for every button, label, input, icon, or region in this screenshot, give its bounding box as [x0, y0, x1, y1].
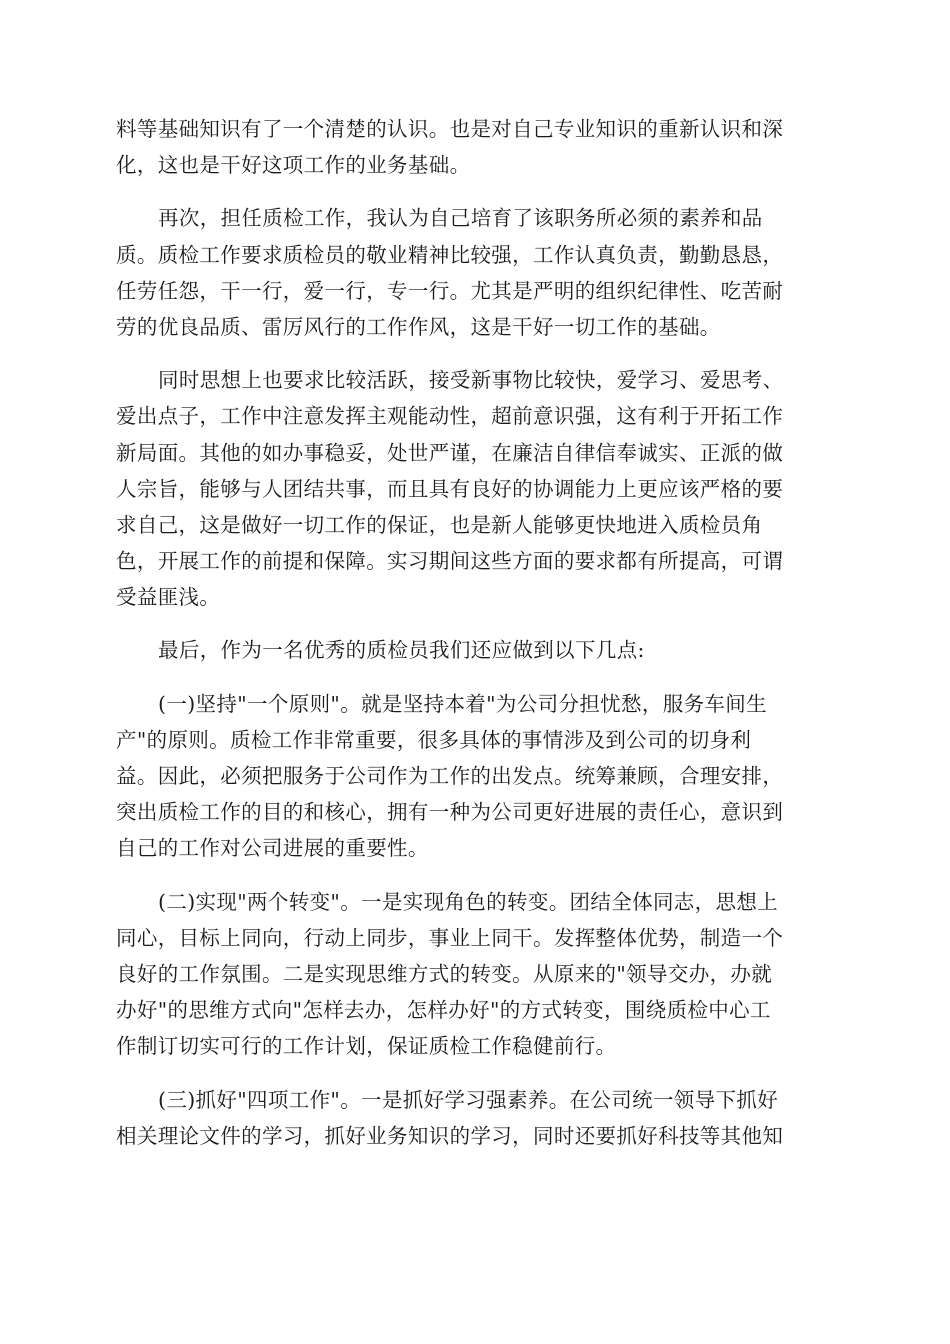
- text-line: 突出质检工作的目的和核心，拥有一种为公司更好进展的责任心，意识到: [116, 800, 784, 825]
- document-page: [116, 111, 830, 1171]
- text-line: 同时思想上也要求比较活跃，接受新事物比较快，爱学习、爱思考、: [158, 368, 784, 393]
- text-line: 质。质检工作要求质检员的敬业精神比较强，工作认真负责，勤勤恳恳，: [116, 242, 784, 267]
- text-line: 爱出点子，工作中注意发挥主观能动性，超前意识强，这有利于开拓工作: [116, 404, 784, 429]
- text-line: (一)坚持"一个原则"。就是坚持本着"为公司分担忧愁，服务车间生: [158, 691, 767, 716]
- text-line: 良好的工作氛围。二是实现思维方式的转变。从原来的"领导交办，办就: [116, 961, 773, 986]
- text-line: 人宗旨，能够与人团结共事，而且具有良好的协调能力上更应该严格的要: [116, 476, 784, 501]
- text-line: 产"的原则。质检工作非常重要，很多具体的事情涉及到公司的切身利: [116, 727, 752, 752]
- text-line: 作制订切实可行的工作计划，保证质检工作稳健前行。: [116, 1034, 617, 1059]
- paragraph-1: [116, 111, 830, 183]
- paragraph-5: [116, 686, 830, 867]
- text-line: 化，这也是干好这项工作的业务基础。: [116, 153, 471, 178]
- text-line: 益。因此，必须把服务于公司作为工作的出发点。统筹兼顾，合理安排，: [116, 764, 784, 788]
- text-line: 再次，担任质检工作，我认为自己培育了该职务所必须的素养和品: [158, 206, 763, 231]
- paragraph-2: [116, 200, 830, 345]
- text-line: 任劳任怨，干一行，爱一行，专一行。尤其是严明的组织纪律性、吃苦耐: [116, 278, 784, 303]
- paragraph-3: [116, 362, 830, 615]
- paragraph-7: [116, 1082, 830, 1154]
- text-line: 相关理论文件的学习，抓好业务知识的学习，同时还要抓好科技等其他知: [116, 1123, 784, 1148]
- text-line: 求自己，这是做好一切工作的保证，也是新人能够更快地进入质检员角: [116, 512, 763, 537]
- text-line: 料等基础知识有了一个清楚的认识。也是对自己专业知识的重新认识和深: [116, 117, 784, 141]
- text-line: 自己的工作对公司进展的重要性。: [116, 836, 429, 861]
- text-line: 同心，目标上同向，行动上同步，事业上同干。发挥整体优势，制造一个: [116, 925, 784, 950]
- paragraph-6: [116, 884, 830, 1065]
- paragraph-4: [116, 632, 830, 668]
- text-line: 新局面。其他的如办事稳妥，处世严谨，在廉洁自律信奉诚实、正派的做: [116, 440, 784, 465]
- text-line: 办好"的思维方式向"怎样去办，怎样办好"的方式转变，围绕质检中心工: [116, 998, 771, 1023]
- text-line: 劳的优良品质、雷厉风行的工作作风，这是干好一切工作的基础。: [116, 314, 721, 339]
- text-line: (二)实现"两个转变"。一是实现角色的转变。团结全体同志，思想上: [158, 889, 779, 914]
- text-line: 色，开展工作的前提和保障。实习期间这些方面的要求都有所提高，可谓: [116, 549, 784, 574]
- text-line: 最后，作为一名优秀的质检员我们还应做到以下几点:: [158, 638, 645, 663]
- text-line: 受益匪浅。: [116, 585, 221, 610]
- text-line: (三)抓好"四项工作"。一是抓好学习强素养。在公司统一领导下抓好: [158, 1087, 779, 1112]
